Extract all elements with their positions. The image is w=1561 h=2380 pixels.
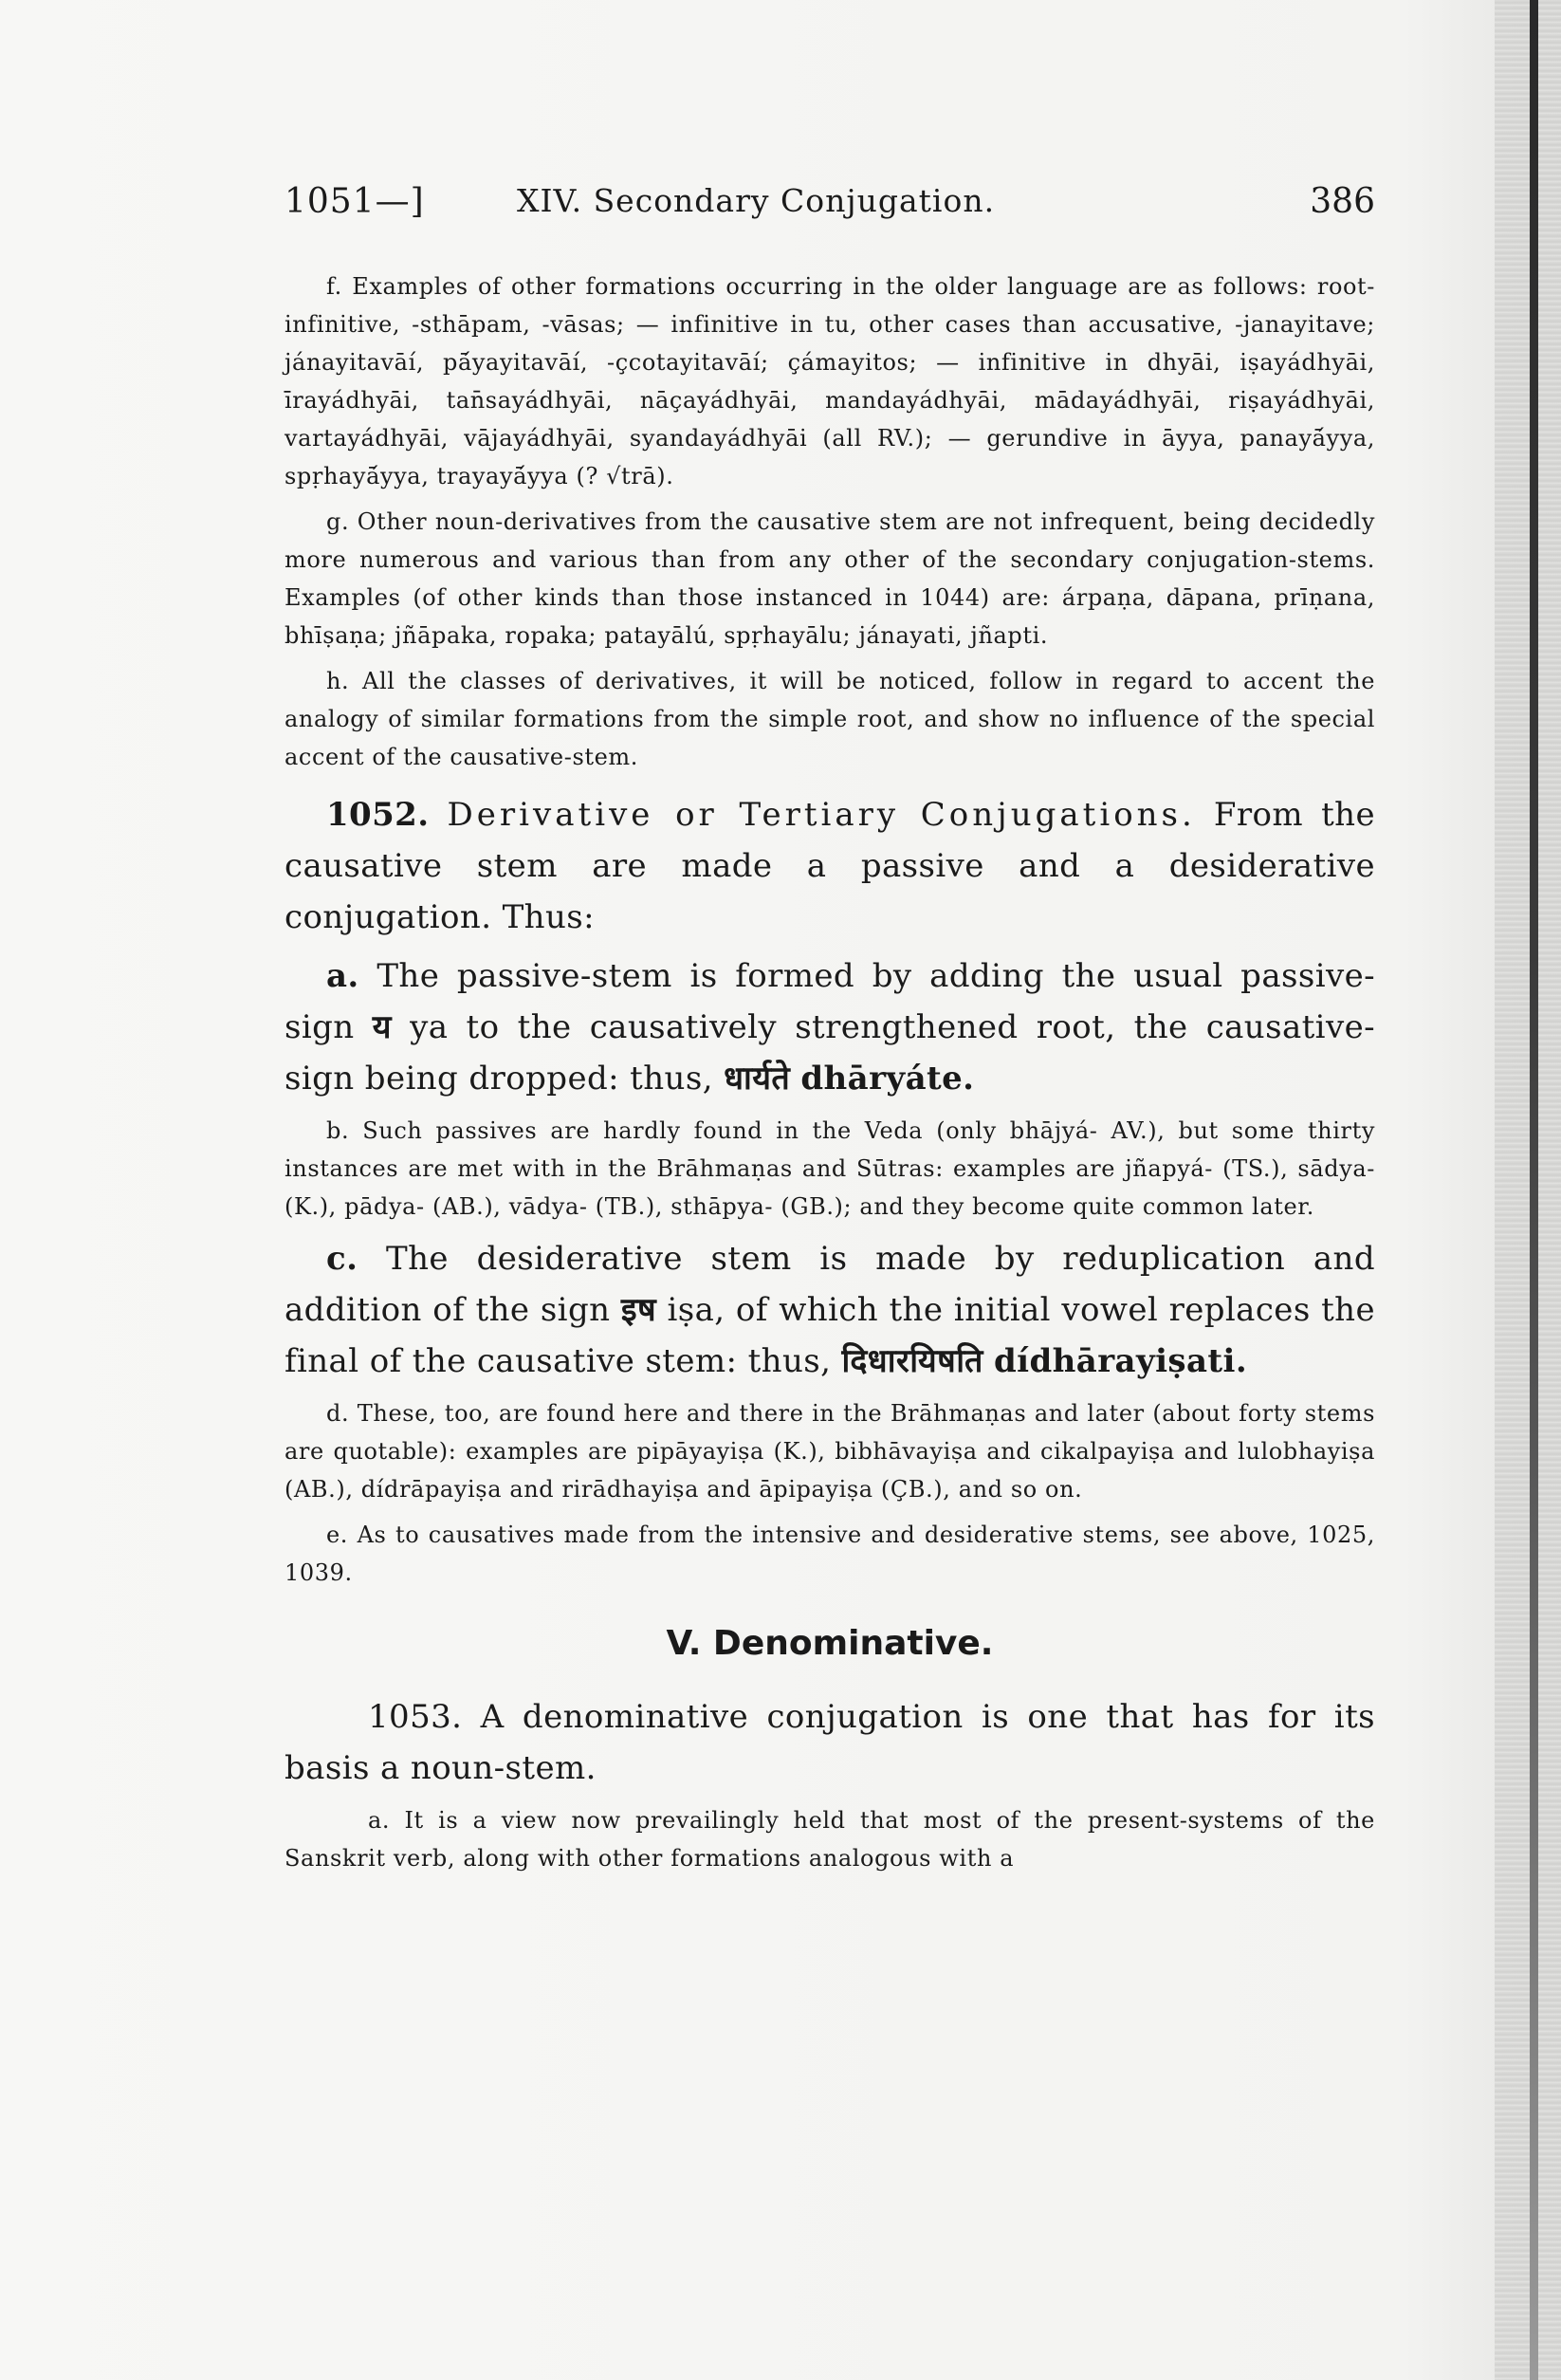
page-body <box>285 268 1375 1877</box>
section-number-1052: 1052. <box>326 796 430 834</box>
text: The passive-stem is formed by adding the usual passive-sign <box>285 957 1375 1046</box>
section-1052 <box>285 789 1375 943</box>
section-heading-denominative: V. Denominative. <box>666 1624 994 1663</box>
paragraph-1053: 1053. A denominative conjugation is one that has for its basis a noun-stem. <box>285 1698 1375 1787</box>
text: ya to the causatively strengthened root, the causative-sign being dropped: thus, <box>285 1008 1375 1098</box>
section-1052-text: From the causative stem are made a passive and a desiderative conjugation. Thus: <box>285 796 1375 936</box>
paragraph-1052b: b. Such passives are hardly found in the Veda (only bhājyá- AV.), but some thirty instances are met with in the Brāhmaṇas and Sūtras: examples are jñapyá- (TS.), sādya- (K.), pādya- (AB.), vādya- (TB.), sthāpya- (GB.); and they become quite common later. <box>285 1117 1375 1220</box>
devanagari-isa: इष <box>620 1291 657 1329</box>
paragraph-1052c <box>285 1233 1375 1387</box>
paragraph-h: h. All the classes of derivatives, it will be noticed, follow in regard to accent the analogy of similar formations from the simple root, and show no influence of the special accent of the causative-stem. <box>285 668 1375 770</box>
label-a: a. <box>326 957 359 995</box>
label-c: c. <box>326 1240 358 1278</box>
page-edge-line <box>1530 0 1538 2380</box>
text: iṣa, of which the initial vowel replaces the final of the causative stem: thus, <box>285 1291 1375 1380</box>
devanagari-dharyate: धार्यते <box>724 1060 791 1098</box>
header-section-ref: 1051—] <box>285 182 425 221</box>
paragraph-f: f. Examples of other formations occurring in the older language are as follows: root-infinitive, -sthāpam, -vāsas; — infinitive in tu, other cases than accusative, -janayitave; jánayitavāí, pā́yayitavāí, -çcotayitavāí; çámayitos; — infinitive in dhyāi, iṣayádhyāi, īrayádhyāi, tan̄sayádhyāi, nāçayádhyāi, mandayádhyāi, mādayádhyāi, riṣayádhyāi, vartayádhyāi, vājayádhyāi, syandayádhyāi (all RV.); — gerundive in āyya, panayā́yya, spṛhayā́yya, trayayā́yya (? √trā). <box>285 273 1375 489</box>
paragraph-1052e: e. As to causatives made from the intensive and desiderative stems, see above, 1025, 1039. <box>285 1522 1375 1586</box>
section-1052-title: Derivative or Tertiary Conjugations. <box>447 796 1196 834</box>
devanagari-ya: य <box>372 1008 392 1046</box>
paragraph-1053a: a. It is a view now prevailingly held that most of the present-systems of the Sanskrit verb, along with other formations analogous with a <box>285 1807 1375 1872</box>
transliteration: dídhārayiṣati. <box>994 1342 1248 1380</box>
text: The desiderative stem is made by reduplication and addition of the sign <box>285 1240 1375 1329</box>
paragraph-1052a <box>285 950 1375 1104</box>
page-edge <box>1495 0 1561 2380</box>
paragraph-g: g. Other noun-derivatives from the causative stem are not infrequent, being decidedly more numerous and various than from any other of the secondary conjugation-stems. Examples (of other kinds than those instanced in 1044) are: árpaṇa, dāpana, prīṇana, bhīṣaṇa; jñāpaka, ropaka; patayālú, spṛhayālu; jánayati, jñapti. <box>285 508 1375 649</box>
devanagari-didharayisati: दिधारयिषति <box>841 1342 983 1380</box>
transliteration: dhāryáte. <box>800 1060 975 1098</box>
running-header <box>285 182 1375 228</box>
header-chapter-title: XIV. Secondary Conjugation. <box>517 182 996 219</box>
page-number: 386 <box>1310 182 1375 221</box>
paragraph-1052d: d. These, too, are found here and there in the Brāhmaṇas and later (about forty stems are quotable): examples are pipāyayiṣa (K.), bibhāvayiṣa and cikalpayiṣa and lulobhayiṣa (AB.), dídrāpayiṣa and rirādhayiṣa and āpipayiṣa (ÇB.), and so on. <box>285 1400 1375 1503</box>
